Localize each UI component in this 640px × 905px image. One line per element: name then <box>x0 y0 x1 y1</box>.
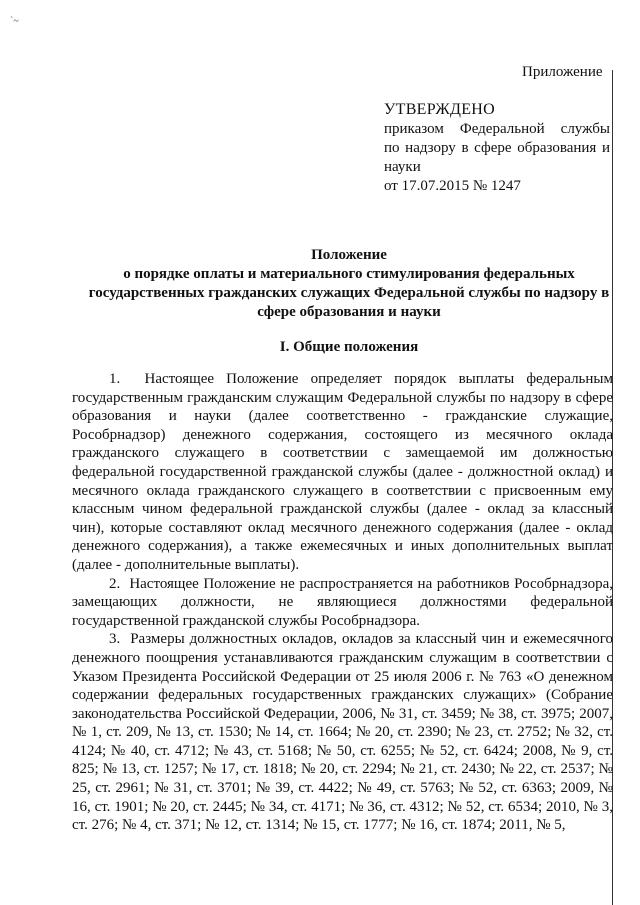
approval-stamp-block <box>384 100 610 196</box>
document-body <box>72 370 613 835</box>
scan-corner-mark: `~ <box>10 16 19 27</box>
approval-line: по надзору в сфере образования и <box>384 140 610 156</box>
approval-line: науки <box>384 159 421 175</box>
paragraph-3: 3. Размеры должностных окладов, окладов за классный чин и ежемесячного денежного поощрения устанавливаются гражданским служащим в соответствии с Указом Президента Российской Федерации от 25 июля 2006 г. № 763 «О денежном содержании федеральных государственных гражданских служащих» (Собрание законодательства Российской Федерации, 2006, № 31, ст. 3459; № 38, ст. 3975; 2007, № 1, ст. 209, № 13, ст. 1530; № 14, ст. 1664; № 20, ст. 2390; № 23, ст. 2752; № 32, ст. 4124; № 40, ст. 4712; № 43, ст. 5168; № 50, ст. 6255; № 52, ст. 6424; 2008, № 9, ст. 825; № 13, ст. 1257; № 17, ст. 1818; № 20, ст. 2294; № 21, ст. 2430; № 22, ст. 2537; № 25, ст. 2961; № 31, ст. 3701; № 39, ст. 4422; № 49, ст. 5763; № 52, ст. 6363; 2009, № 16, ст. 1901; № 20, ст. 2445; № 34, ст. 4171; № 36, ст. 4312; № 52, ст. 6534; 2010, № 3, ст. 276; № 4, ст. 371; № 12, ст. 1314; № 15, ст. 1777; № 16, ст. 1874; 2011, № 5, <box>72 631 613 834</box>
paragraph-1: 1. Настоящее Положение определяет порядок выплаты федеральным государственным гражданским служащим Федеральной службы по надзору в сфере образования и науки (далее соответственно - гражданские служащие, Рособрнадзор) денежного содержания, состоящего из месячного оклада гражданского служащего в соответствии с замещаемой им должностью федеральной государственной гражданской службы (далее - должностной оклад) и месячного оклада гражданского служащего в соответствии с присвоенным ему классным чином федеральной гражданской службы (далее - оклад за классный чин), которые составляют оклад месячного денежного содержания (далее - оклад денежного содержания), а также ежемесячных и иных дополнительных выплат (далее - дополнительные выплаты). <box>72 371 613 573</box>
document-title-main: Положение <box>311 247 387 263</box>
approval-line: приказом Федеральной службы <box>384 121 610 137</box>
section-heading: I. Общие положения <box>279 339 419 355</box>
paragraph-2: 2. Настоящее Положение не распространяется на работников Рособрнадзора, замещающих должности, не являющиеся должностями федеральной государственной гражданской службы Рособрнадзора. <box>72 575 613 629</box>
approved-heading: УТВЕРЖДЕНО <box>384 101 496 118</box>
appendix-label: Приложение <box>522 64 603 80</box>
document-title <box>85 246 613 322</box>
document-title-subject: о порядке оплаты и материального стимулирования федеральных государственных гражданских служащих Федеральной службы по надзору в сфере образования и науки <box>88 266 610 320</box>
approval-order-number: от 17.07.2015 № 1247 <box>384 178 521 194</box>
